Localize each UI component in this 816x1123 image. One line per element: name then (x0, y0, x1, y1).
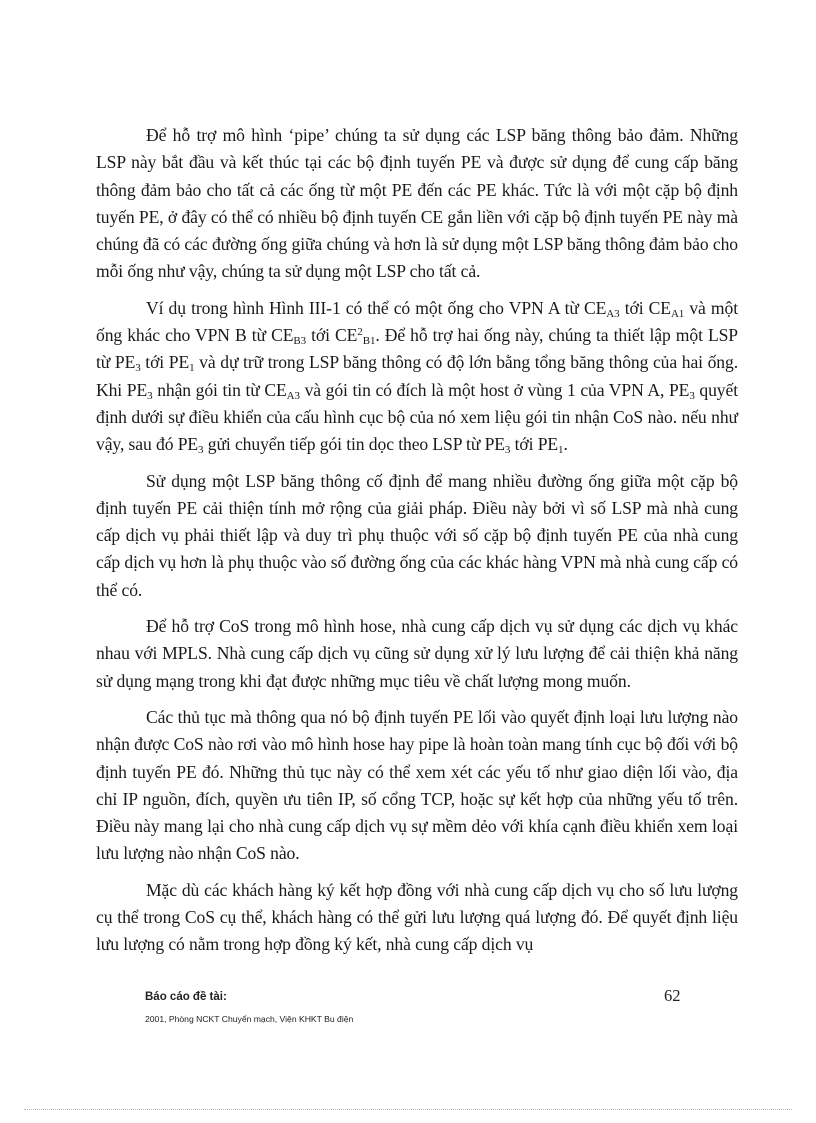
subscript: 1 (558, 444, 564, 457)
subscript: B1 (362, 335, 376, 348)
superscript: 2 (357, 326, 363, 339)
subscript: A3 (286, 389, 300, 402)
subscript: 3 (147, 389, 153, 402)
paragraph-1: Để hỗ trợ mô hình ‘pipe’ chúng ta sử dụng các LSP băng thông bảo đảm. Những LSP này bắt đầu và kết thúc tại các bộ định tuyến PE và được sử dụng để cung cấp băng thông đảm bảo cho tất cả các ống từ một PE đến các PE khác. Tức là với một cặp bộ định tuyến PE, ở đây có thể có nhiều bộ định tuyến CE gắn liền với cặp bộ định tuyến PE này mà chúng đã có các đường ống giữa chúng và hơn là sử dụng một LSP băng thông đảm bảo cho mỗi ống như vậy, chúng ta sử dụng một LSP cho tất cả. (96, 125, 738, 282)
footer-report-title: Báo cáo đề tài: (145, 991, 227, 1003)
paragraph-3: Sử dụng một LSP băng thông cố định để mang nhiều đường ống giữa một cặp bộ định tuyến PE cải thiện tính mở rộng của giải pháp. Điều này bởi vì số LSP mà nhà cung cấp dịch vụ phải thiết lập và duy trì phụ thuộc với số cặp bộ định tuyến PE của nhà cung cấp dịch vụ hơn là phụ thuộc vào số đường ống của các khác hàng VPN mà nhà cung cấp có thể có. (96, 470, 738, 600)
subscript: B3 (293, 335, 307, 348)
footer-institution: 2001, Phòng NCKT Chuyển mạch, Viện KHKT Bu điện (145, 1014, 354, 1024)
subscript: 1 (189, 362, 195, 375)
document-body (96, 122, 738, 968)
subscript: A1 (670, 307, 685, 320)
subscript: 3 (135, 362, 141, 375)
paragraph-2: Ví dụ trong hình Hình III-1 có thể có một ống cho VPN A từ $CE_{A3}$ tới $CE_{A1}$ và một ống khác cho VPN B từ $CE_{B3}$ tới $CE^2_{B1}$. Để hỗ trợ hai ống này, chúng ta thiết lập một LSP từ $PE_3$ tới $PE_1$ và dự trữ trong LSP băng thông có độ lớn bằng tổng băng thông của hai ống. Khi $PE_3$ nhận gói tin từ $CE_{A3}$ và gói tin có đích là một host ở vùng 1 của VPN A, $PE_3$ quyết định dưới sự điều khiển của cấu hình cục bộ của nó xem liệu gói tin nhận CoS nào. nếu như vậy, sau đó $PE_3$ gửi chuyển tiếp gói tin dọc theo LSP từ $PE_3$ tới $PE_1$. (96, 297, 738, 457)
page-number: 62 (664, 986, 681, 1005)
paragraph-5: Các thủ tục mà thông qua nó bộ định tuyến PE lối vào quyết định loại lưu lượng nào nhận được CoS nào rơi vào mô hình hose hay pipe là hoàn toàn mang tính cục bộ đối với bộ định tuyến PE đó. Những thủ tục này có thể xem xét các yếu tố như giao diện lối vào, địa chỉ IP nguồn, đích, quyền ưu tiên IP, số cổng TCP, hoặc sự kết hợp của những yếu tố trên. Điều này mang lại cho nhà cung cấp dịch vụ sự mềm dẻo với khía cạnh điều khiển xem loại lưu lượng nào nhận CoS nào. (96, 706, 738, 864)
subscript: A3 (606, 307, 620, 320)
subscript: 3 (504, 444, 511, 457)
paragraph-6: Mặc dù các khách hàng ký kết hợp đồng với nhà cung cấp dịch vụ cho số lưu lượng cụ thể trong CoS cụ thể, khách hàng có thể gửi lưu lượng quá lượng đó. Để quyết định liệu lưu lượng có nằm trong hợp đồng ký kết, nhà cung cấp dịch vụ (96, 879, 738, 955)
paragraph-4: Để hỗ trợ CoS trong mô hình hose, nhà cung cấp dịch vụ sử dụng các dịch vụ khác nhau với MPLS. Nhà cung cấp dịch vụ cũng sử dụng xử lý lưu lượng để cải thiện khả năng sử dụng mạng trong khi đạt được những mục tiêu về chất lượng mong muốn. (96, 616, 738, 691)
subscript: 3 (198, 444, 204, 457)
subscript: 3 (689, 389, 695, 402)
page-bottom-divider (24, 1109, 792, 1110)
